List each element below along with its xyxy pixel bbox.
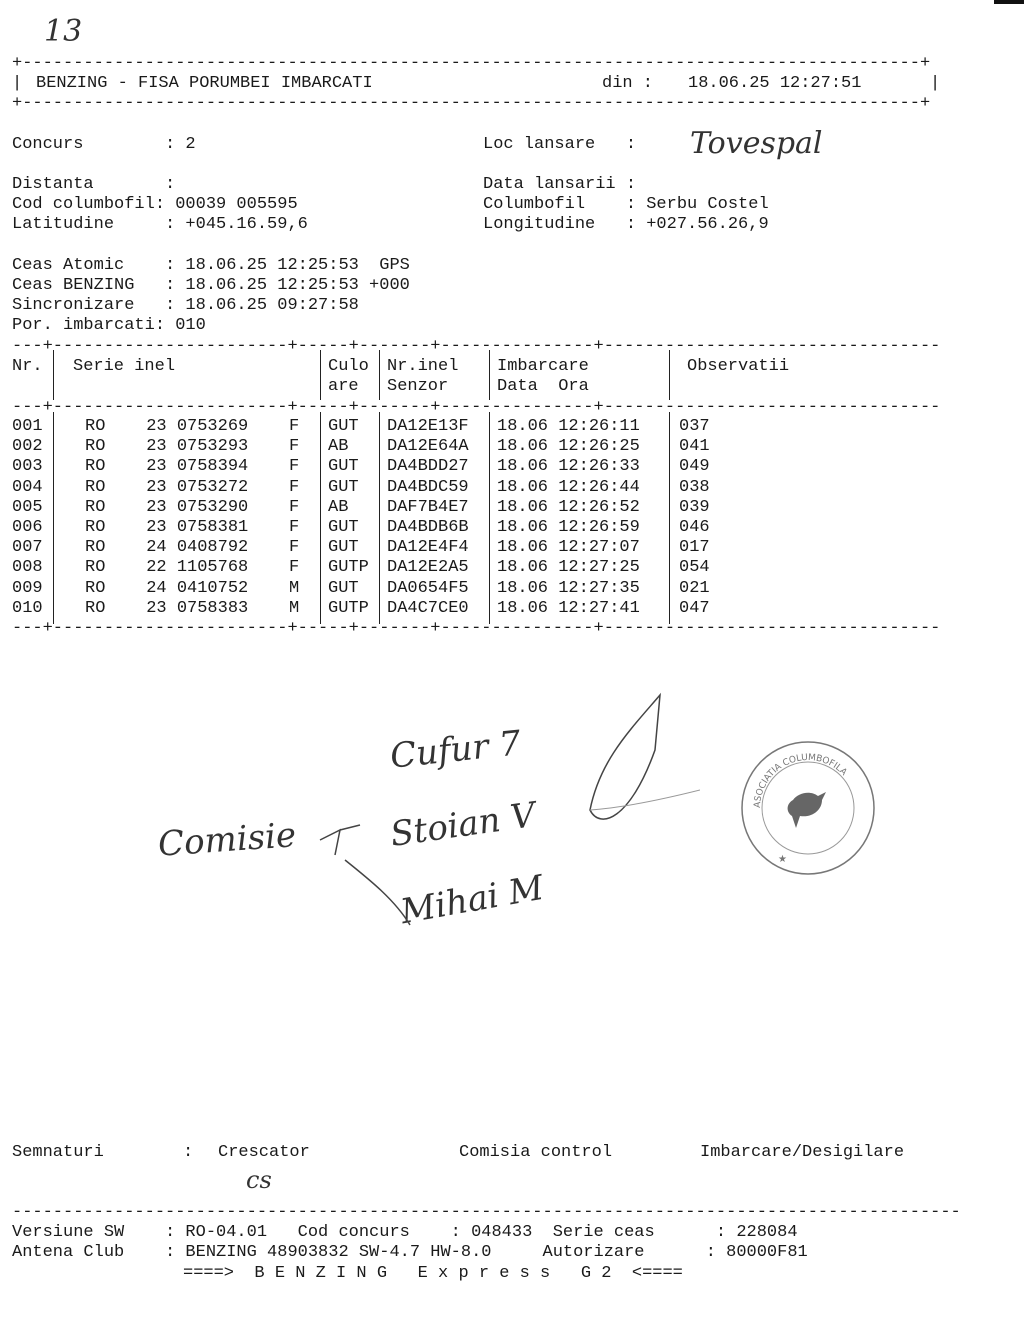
cell-serie-inel: RO 23 0758381 F xyxy=(85,518,300,537)
cell-serie-inel: RO 23 0758383 M xyxy=(85,598,300,618)
header-left-bar: | xyxy=(12,74,23,93)
cell-senzor: DA0654F5 xyxy=(387,578,469,598)
col-divider xyxy=(320,350,321,400)
scan-edge-mark xyxy=(994,0,1024,4)
cell-culoare: GUT xyxy=(328,578,359,598)
cell-observatii: 037 xyxy=(679,417,710,436)
cell-data-ora: 18.06 12:27:35 xyxy=(497,578,640,598)
cell-nr: 002 xyxy=(12,437,43,457)
header-bottom-border: +----------------------------------------------------------------------------------------+ xyxy=(12,94,931,113)
table-header-rule: ---+-----------------------+-----+-------+---------------+--------------------------------- xyxy=(12,398,941,417)
col-header-serie-inel: Serie inel xyxy=(73,357,176,376)
col-divider xyxy=(379,412,380,624)
cell-serie-inel: RO 23 0753293 F xyxy=(85,437,300,457)
table-bottom-rule: ---+-----------------------+-----+-------+---------------+--------------------------------- xyxy=(12,619,941,638)
ceas-atomic-field: Ceas Atomic : 18.06.25 12:25:53 GPS xyxy=(12,256,410,275)
cell-senzor: DA4BDC59 xyxy=(387,477,469,497)
cell-nr: 004 xyxy=(12,477,43,497)
comisia-label: Comisia control xyxy=(459,1143,613,1162)
footer-rule: --------------------------------------------------------------------------------------------- xyxy=(12,1203,961,1222)
semnaturi-label: Semnaturi xyxy=(12,1143,104,1162)
din-value: 18.06.25 12:27:51 xyxy=(688,74,862,93)
cell-observatii: 038 xyxy=(679,477,710,497)
cell-senzor: DA4BDD27 xyxy=(387,457,469,477)
header-top-border: +----------------------------------------------------------------------------------------+ xyxy=(12,54,931,73)
col-header-imbarcare-2: Data Ora xyxy=(497,377,589,396)
longitudine-field: Longitudine : +027.56.26,9 xyxy=(483,215,769,234)
cell-observatii: 046 xyxy=(679,518,710,537)
cell-data-ora: 18.06 12:26:11 xyxy=(497,417,640,436)
cell-nr: 010 xyxy=(12,598,43,618)
cell-serie-inel: RO 23 0753272 F xyxy=(85,477,300,497)
cell-culoare: AB xyxy=(328,497,349,517)
crescator-signature: cs xyxy=(246,1166,272,1194)
cell-culoare: GUT xyxy=(328,538,359,558)
cell-nr: 001 xyxy=(12,417,43,436)
ceas-benzing-field: Ceas BENZING : 18.06.25 12:25:53 +000 xyxy=(12,276,410,295)
cell-nr: 007 xyxy=(12,538,43,558)
cell-culoare: GUT xyxy=(328,477,359,497)
cell-observatii: 049 xyxy=(679,457,710,477)
pen-stroke xyxy=(345,860,410,925)
cell-senzor: DAF7B4E7 xyxy=(387,497,469,517)
footer-banner: ====> B E N Z I N G E x p r e s s G 2 <==== xyxy=(183,1264,683,1283)
cell-serie-inel: RO 24 0410752 M xyxy=(85,578,300,598)
loc-lansare-handwritten: Tovespal xyxy=(690,126,823,161)
cell-observatii: 041 xyxy=(679,437,710,457)
cell-culoare: GUT xyxy=(328,457,359,477)
imbarcare-label: Imbarcare/Desigilare xyxy=(700,1143,905,1162)
col-divider xyxy=(669,412,670,624)
latitudine-field: Latitudine : +045.16.59,6 xyxy=(12,215,308,234)
cell-observatii: 039 xyxy=(679,497,710,517)
cell-serie-inel: RO 23 0758394 F xyxy=(85,457,300,477)
footer-line-2: Antena Club : BENZING 48903832 SW-4.7 HW-8.0 Autorizare : 80000F81 xyxy=(12,1243,808,1262)
cell-nr: 008 xyxy=(12,558,43,578)
col-divider xyxy=(53,350,54,400)
cell-data-ora: 18.06 12:27:41 xyxy=(497,598,640,618)
header-right-bar: | xyxy=(930,74,941,93)
cell-observatii: 047 xyxy=(679,598,710,618)
col-header-culoare-2: are xyxy=(328,377,359,396)
loc-lansare-label: Loc lansare : xyxy=(483,135,637,154)
cell-data-ora: 18.06 12:27:07 xyxy=(497,538,640,558)
cell-serie-inel: RO 22 1105768 F xyxy=(85,558,300,578)
cell-data-ora: 18.06 12:27:25 xyxy=(497,558,640,578)
cell-serie-inel: RO 23 0753269 F xyxy=(85,417,300,436)
col-divider xyxy=(53,412,54,624)
handwritten-signature: Mihai M xyxy=(397,867,547,933)
col-header-culoare-1: Culo xyxy=(328,357,369,376)
col-header-nrinel-2: Senzor xyxy=(387,377,449,396)
cell-senzor: DA4C7CE0 xyxy=(387,598,469,618)
col-divider xyxy=(669,350,670,400)
data-lansarii-field: Data lansarii : xyxy=(483,175,637,194)
cell-serie-inel: RO 23 0753290 F xyxy=(85,497,300,517)
cell-senzor: DA12E4F4 xyxy=(387,538,469,558)
col-header-imbarcare-1: Imbarcare xyxy=(497,357,589,376)
pen-stroke xyxy=(340,825,360,830)
cell-nr: 006 xyxy=(12,518,43,537)
stamp-text: ASOCIATIA COLUMBOFILA xyxy=(752,752,849,809)
cell-data-ora: 18.06 12:26:52 xyxy=(497,497,640,517)
cell-culoare: GUTP xyxy=(328,558,369,578)
cell-culoare: GUT xyxy=(328,417,359,436)
cell-senzor: DA12E2A5 xyxy=(387,558,469,578)
columbofil-field: Columbofil : Serbu Costel xyxy=(483,195,769,214)
col-divider xyxy=(489,412,490,624)
cod-columbofil-field: Cod columbofil: 00039 005595 xyxy=(12,195,298,214)
col-header-nr: Nr. xyxy=(12,357,43,376)
cell-nr: 005 xyxy=(12,497,43,517)
semnaturi-sep: : xyxy=(183,1143,194,1162)
din-label: din : xyxy=(602,74,654,93)
concurs-field: Concurs : 2 xyxy=(12,135,196,154)
col-header-observatii: Observatii xyxy=(687,357,790,376)
crescator-label: Crescator xyxy=(218,1143,310,1162)
cell-nr: 003 xyxy=(12,457,43,477)
sincronizare-field: Sincronizare : 18.06.25 09:27:58 xyxy=(12,296,359,315)
handwritten-signature: Stoian V xyxy=(387,795,538,855)
cell-senzor: DA4BDB6B xyxy=(387,518,469,537)
col-divider xyxy=(489,350,490,400)
club-stamp xyxy=(738,738,878,878)
col-header-nrinel-1: Nr.inel xyxy=(387,357,459,376)
handwriting-strokes xyxy=(300,690,700,933)
cell-observatii: 021 xyxy=(679,578,710,598)
cell-senzor: DA12E64A xyxy=(387,437,469,457)
pen-stroke xyxy=(590,790,700,810)
cell-observatii: 017 xyxy=(679,538,710,558)
document-title: BENZING - FISA PORUMBEI IMBARCATI xyxy=(36,74,373,93)
table-top-rule: ---+-----------------------+-----+-------+---------------+--------------------------------- xyxy=(12,337,941,356)
cell-observatii: 054 xyxy=(679,558,710,578)
col-divider xyxy=(320,412,321,624)
cell-culoare: GUT xyxy=(328,518,359,537)
col-divider xyxy=(379,350,380,400)
por-imbarcati-field: Por. imbarcati: 010 xyxy=(12,316,206,335)
cell-culoare: AB xyxy=(328,437,349,457)
distanta-field: Distanta : xyxy=(12,175,176,194)
cell-senzor: DA12E13F xyxy=(387,417,469,436)
page-number: 13 xyxy=(44,14,83,49)
cell-data-ora: 18.06 12:26:33 xyxy=(497,457,640,477)
cell-data-ora: 18.06 12:26:25 xyxy=(497,437,640,457)
cell-data-ora: 18.06 12:26:44 xyxy=(497,477,640,497)
pen-stroke xyxy=(320,830,340,855)
pen-stroke xyxy=(590,695,660,819)
stamp-star: ★ xyxy=(778,854,787,865)
handwritten-note: Cufur 7 xyxy=(388,723,523,777)
cell-data-ora: 18.06 12:26:59 xyxy=(497,518,640,537)
handwritten-comisie: Comisie xyxy=(156,815,298,865)
cell-culoare: GUTP xyxy=(328,598,369,618)
pigeon-emblem xyxy=(788,792,826,828)
footer-line-1: Versiune SW : RO-04.01 Cod concurs : 048433 Serie ceas : 228084 xyxy=(12,1223,798,1242)
cell-serie-inel: RO 24 0408792 F xyxy=(85,538,300,558)
cell-nr: 009 xyxy=(12,578,43,598)
